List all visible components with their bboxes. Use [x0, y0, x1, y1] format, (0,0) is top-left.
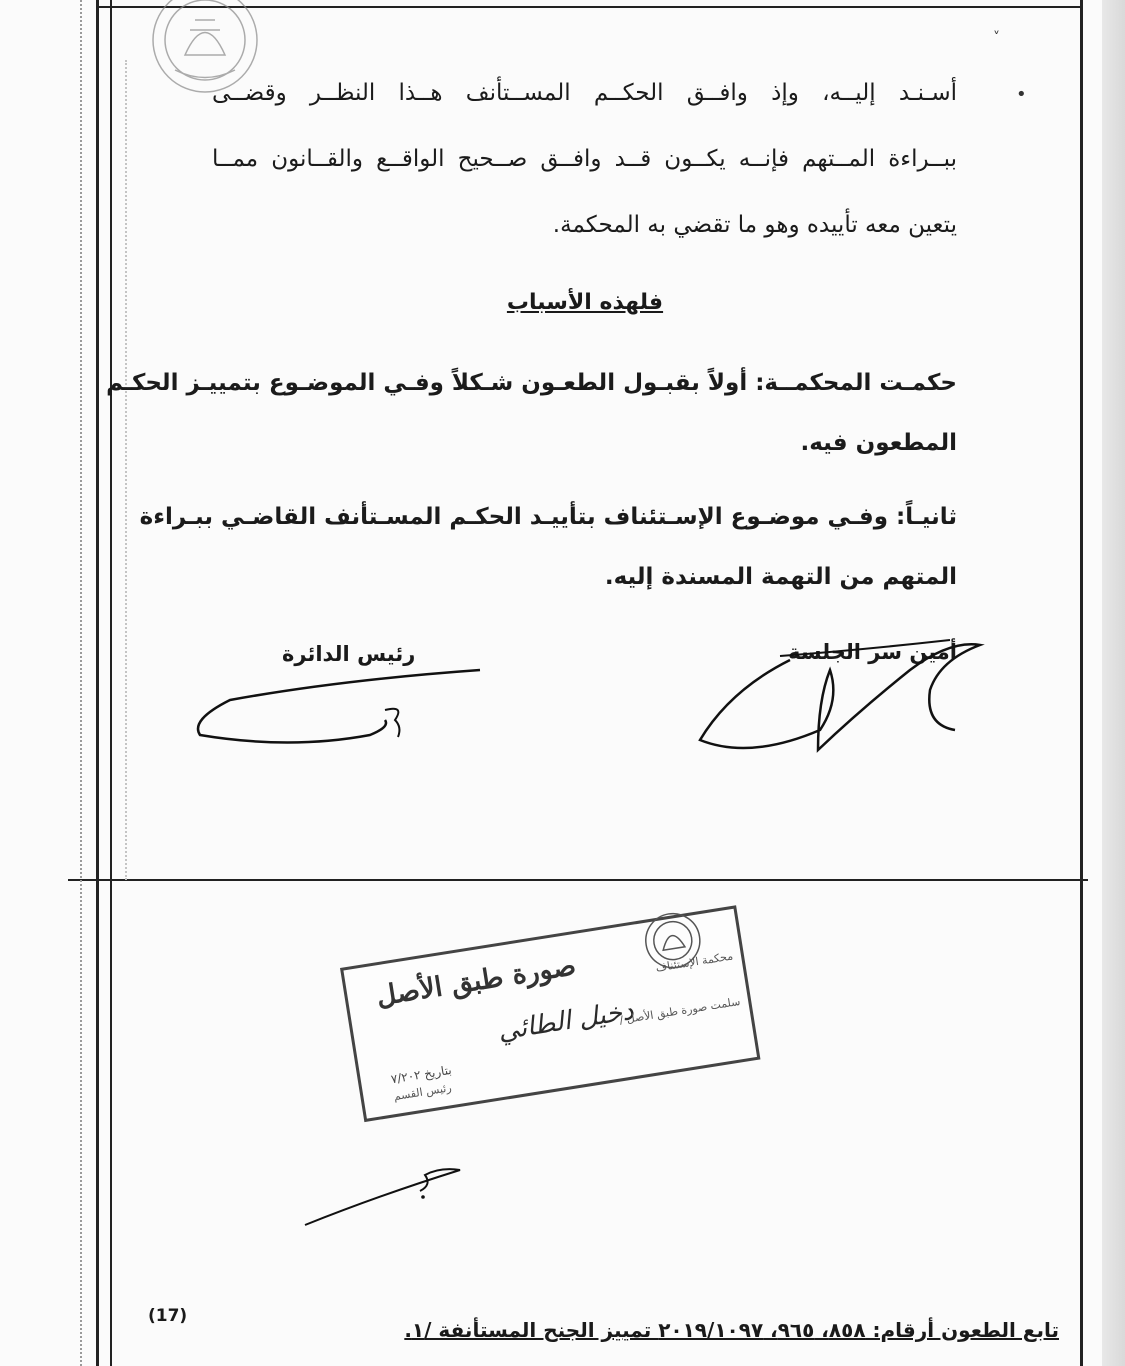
fold-line — [68, 879, 1088, 881]
stamp-date: بتاريخ ٧/٢٠٢ — [389, 1062, 453, 1087]
section-heading: فلهذه الأسباب — [506, 290, 664, 315]
secretary-signature — [690, 630, 990, 760]
scan-dots-left — [80, 0, 82, 1366]
stamp-note: سلمت صورة طبق الأصل / — [618, 994, 742, 1027]
body-line: المتهم من التهمة المسندة إليه. — [604, 564, 957, 590]
case-reference: تابع الطعون أرقام: ٨٥٨، ٩٦٥، ٢٠١٩/١٠٩٧ تمييز الجنح المستأنفة /١. — [404, 1318, 1059, 1342]
body-line: أسـنـد إليــه، وإذ وافــق الحكــم المســتأنف هــذا النظــر وقضــى — [212, 80, 957, 106]
certified-copy-stamp — [340, 905, 760, 1122]
stamp-chief: رئيس القسم — [392, 1081, 453, 1104]
body-line: ببــراءة المــتهم فإنــه يكــون قــد وافــق صــحيح الواقــع والقــانون ممــا — [212, 146, 957, 172]
chief-signature — [190, 665, 490, 755]
body-line: يتعين معه تأييده وهو ما تقضي به المحكمة. — [552, 212, 957, 238]
body-line: المطعون فيه. — [800, 430, 957, 456]
stamp-handwriting: دخيل الطائي — [495, 995, 636, 1047]
stamp-emblem — [634, 905, 713, 977]
scan-dots-left-2 — [125, 60, 127, 880]
margin-mark: ˅ — [993, 30, 1000, 46]
body-line: ثانيـاً: وفـي موضـوع الإسـتئناف بتأييـد الحكـم المسـتأنف القاضـي ببـراءة — [139, 504, 957, 530]
page-right-edge — [1102, 0, 1125, 1366]
stamp-court: محكمة الإستئناف — [654, 949, 734, 975]
page-number: (17) — [148, 1306, 188, 1326]
right-border-line — [1080, 0, 1083, 1366]
stamp-signature — [300, 1155, 470, 1235]
bullet-mark: • — [1016, 84, 1027, 105]
body-line: حكمـت المحكمــة: أولاً بقبـول الطعـون شـكلاً وفـي الموضـوع بتمييـز الحكـم — [106, 370, 957, 396]
secretary-label: أمين سر الجلسة — [788, 640, 957, 664]
stamp-title: صورة طبق الأصل — [374, 950, 578, 1013]
left-border-line-inner — [110, 0, 112, 1366]
left-border-line — [96, 0, 99, 1366]
chief-label: رئيس الدائرة — [282, 642, 416, 666]
